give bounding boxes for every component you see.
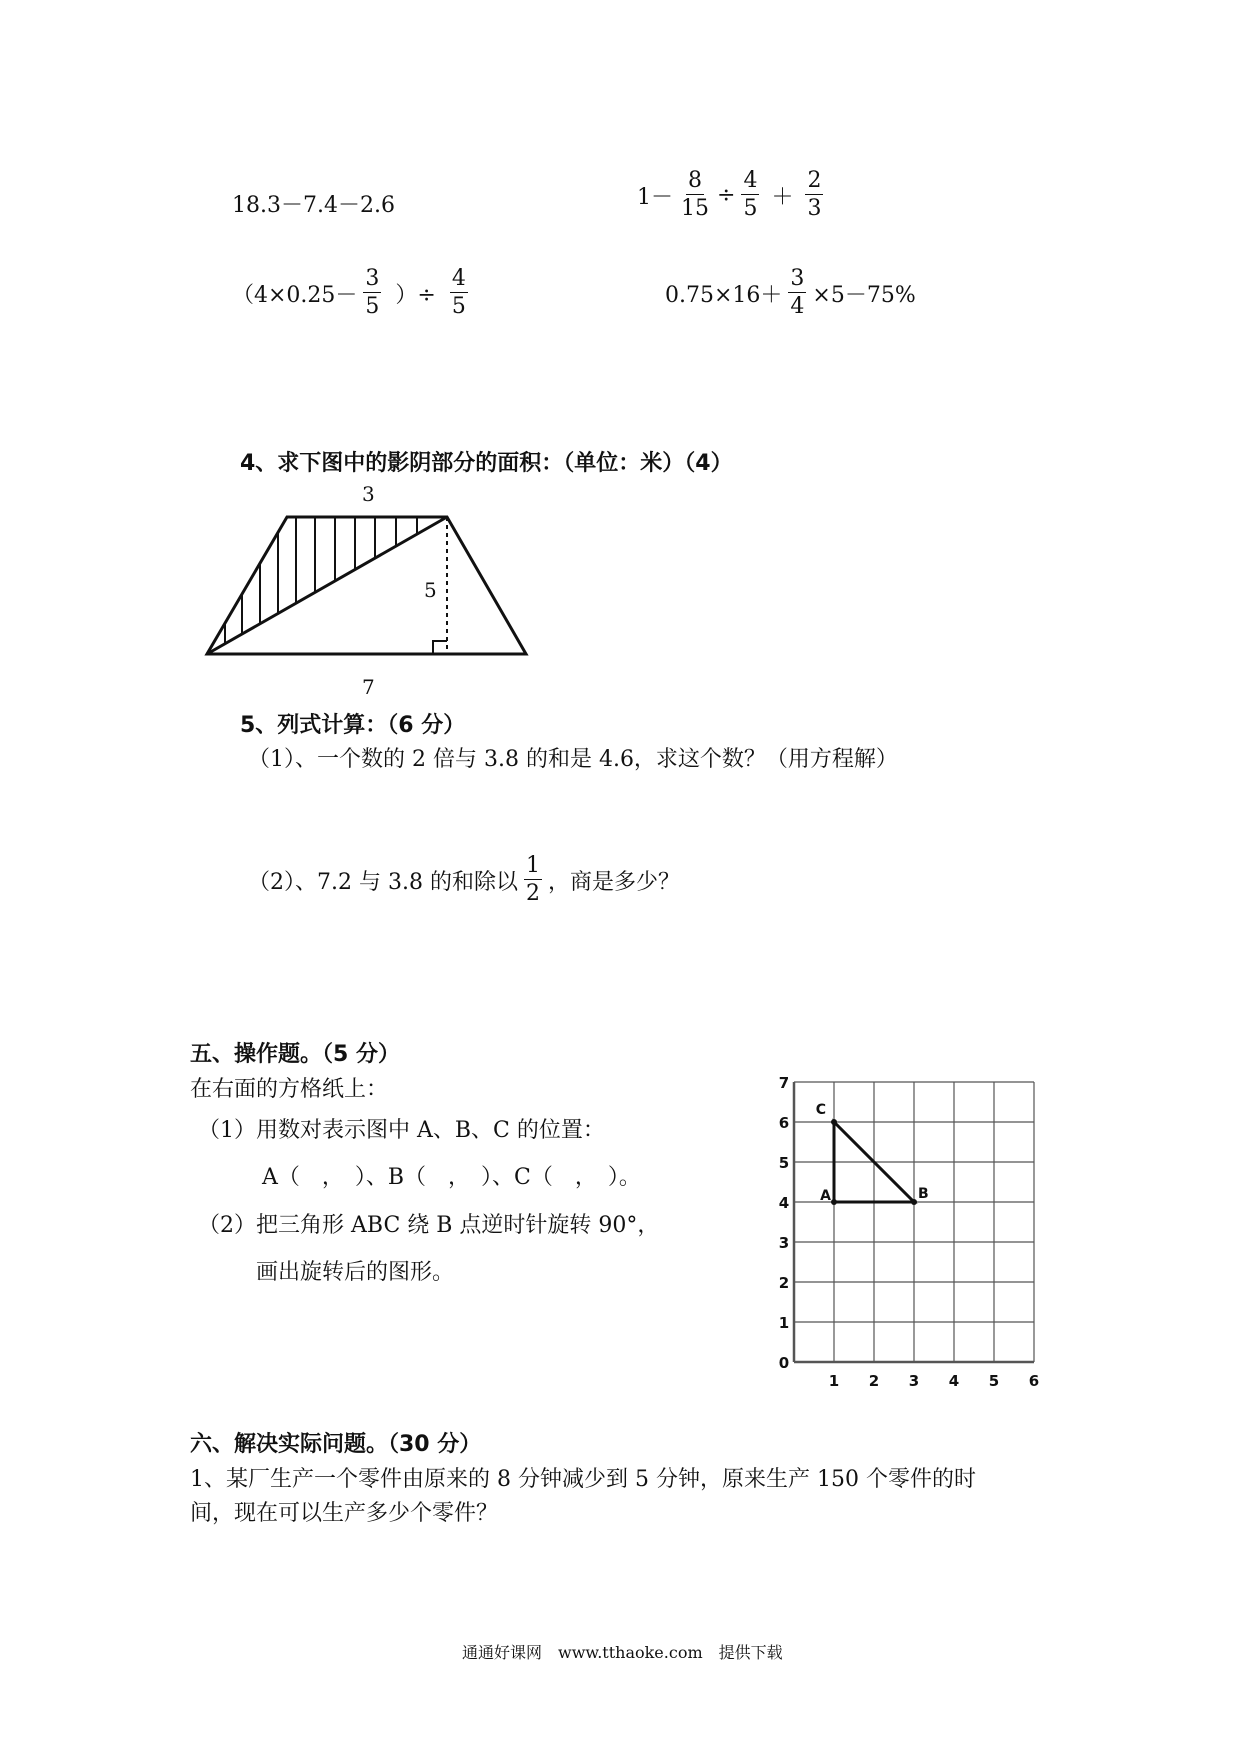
fraction: $\frac{4}{5}$ (743, 168, 758, 221)
section-5-q2b: 画出旋转后的图形。 (256, 1260, 455, 1285)
section-5-q2: （2）把三角形 ABC 绕 B 点逆时针旋转 90°， (198, 1213, 660, 1238)
shading-hatch (225, 517, 417, 644)
q5-part-2 (248, 855, 680, 905)
trapezoid-outline (207, 517, 526, 654)
y-tick-label: 4 (778, 1194, 790, 1212)
fraction: $\frac{3}{4}$ (790, 266, 805, 319)
section-6-q1-line1: 1、某厂生产一个零件由原来的 8 分钟减少到 5 分钟，原来生产 150 个零件的时 (190, 1467, 976, 1492)
fraction: $\frac{4}{5}$ (451, 266, 466, 319)
section-6-title: 六、解决实际问题。（30 分） (190, 1432, 482, 1457)
expr-3 (232, 268, 474, 318)
fraction: $\frac{1}{2}$ (525, 853, 540, 906)
origin-label: 0 (778, 1354, 790, 1372)
q5-title: 5、列式计算：（6 分） (240, 713, 466, 738)
trapezoid-top-label: 3 (362, 482, 375, 506)
x-tick-label: 6 (1028, 1372, 1040, 1390)
expr-3-mid: ）÷ (395, 282, 436, 308)
y-tick-label: 7 (778, 1074, 790, 1092)
divide-sign: ÷ (717, 182, 736, 208)
footer-credit: 通通好课网 www.tthaoke.com 提供下载 (462, 1643, 783, 1662)
section-5-q1: （1）用数对表示图中 A、B、C 的位置： (198, 1118, 605, 1143)
expr-3-prefix: （4×0.25－ (232, 282, 358, 308)
coordinate-grid (770, 1060, 1050, 1390)
trapezoid-figure (200, 505, 540, 665)
y-tick-label: 5 (778, 1154, 790, 1172)
point-label-a: A (820, 1188, 831, 1204)
fraction: $\frac{8}{15}$ (681, 168, 709, 221)
expr-2 (637, 170, 829, 220)
x-tick-label: 5 (988, 1372, 1000, 1390)
expr-1 (232, 188, 395, 219)
y-tick-label: 2 (778, 1274, 790, 1292)
expr-4-suffix: ×5－75% (812, 282, 916, 308)
trapezoid-height-label: 5 (424, 578, 437, 602)
y-tick-label: 3 (778, 1234, 790, 1252)
x-tick-label: 1 (828, 1372, 840, 1390)
point-label-c: C (815, 1102, 826, 1118)
section-5-title: 五、操作题。（5 分） (190, 1042, 400, 1067)
fraction: $\frac{2}{3}$ (807, 168, 822, 221)
point-b (911, 1199, 917, 1205)
x-tick-label: 2 (868, 1372, 880, 1390)
expr-1-text: 18.3－7.4－2.6 (232, 193, 395, 218)
q5-part-2-prefix: （2）、7.2 与 3.8 的和除以 (248, 869, 518, 895)
expr-2-prefix: 1－ (637, 184, 673, 210)
y-tick-label: 6 (778, 1114, 790, 1132)
fraction: $\frac{3}{5}$ (365, 266, 380, 319)
trapezoid-bottom-label: 7 (362, 675, 375, 699)
plus-sign: ＋ (771, 184, 794, 210)
section-5-intro: 在右面的方格纸上： (190, 1077, 389, 1102)
expr-4 (665, 268, 916, 318)
q5-part-1: （1）、一个数的 2 倍与 3.8 的和是 4.6，求这个数？（用方程解） (248, 747, 898, 772)
point-a (831, 1199, 837, 1205)
section-5-q1-answer: A（ ， ）、B（ ， ）、C（ ， ）。 (262, 1165, 641, 1190)
right-angle-mark (433, 641, 447, 654)
x-tick-label: 3 (908, 1372, 920, 1390)
expr-4-prefix: 0.75×16＋ (665, 282, 783, 308)
point-label-b: B (918, 1186, 929, 1202)
section-6-q1-line2: 间，现在可以生产多少个零件？ (190, 1501, 499, 1526)
y-tick-label: 1 (778, 1314, 790, 1332)
x-tick-label: 4 (948, 1372, 960, 1390)
q4-title: 4、求下图中的影阴部分的面积：（单位：米）（4） (240, 451, 733, 476)
q5-part-2-suffix: ，商是多少？ (547, 869, 680, 895)
point-c (831, 1119, 837, 1125)
